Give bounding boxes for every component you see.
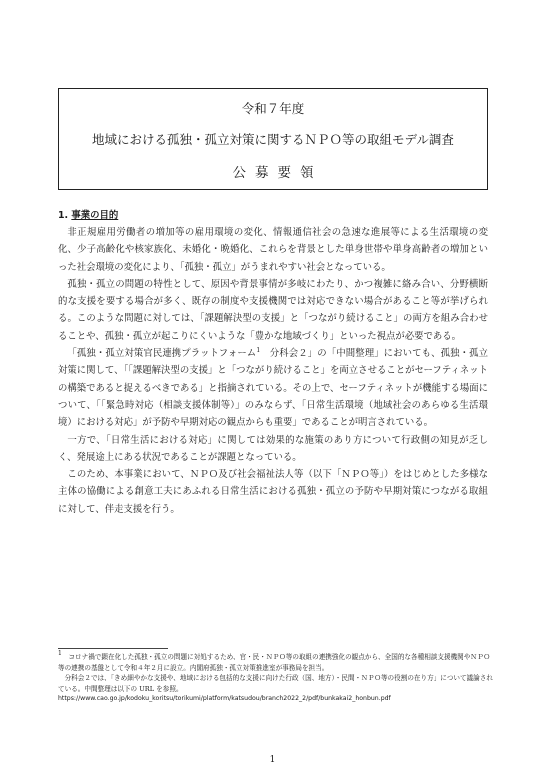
paragraph-5: このため、本事業において、ＮＰＯ及び社会福祉法人等（以下「ＮＰＯ等」）をはじめとした多様な主体の協働による創意工夫にあふれる日常生活における孤独・孤立の予防や早期対策につながる取組に対して、伴走支援を行う。 xyxy=(58,469,488,515)
footnote-1-continued: 分科会２では、「きめ細やかな支援や、地域における包括的な支援に向けた行政（国、地方）・民間・ＮＰＯ等の役割の在り方」について議論されている。中間整理は以下の URL を参照。 xyxy=(58,674,493,693)
paragraph-4: 一方で、「日常生活における対応」に関しては効果的な施策のあり方について行政側の知見が乏しく、発展途上にある状況であることが課題となっている。 xyxy=(58,434,488,463)
footnote-1 xyxy=(58,652,494,673)
page-number: 1 xyxy=(269,755,276,765)
footnote-url-link[interactable]: https://www.cao.go.jp/kodoku_koritsu/torikumi/platform/katsudou/branch2022_2/pdf/bunkakai2_honbun.pdf xyxy=(58,695,391,702)
section-heading xyxy=(58,208,488,224)
paragraph-3-body: 分科会２」の「中間整理」においても、孤独・孤立対策に関して、「「課題解決型の支援」と「つながり続けること」を両立させることがセーフティネットの構築であると捉えるべきである」と指摘されている。その上で、セーフティネットが機能する場面について、「「緊急時対応（相談支援体制等）」のみならず、「日常生活環境（地域社会のあらゆる生活環境）における対応」が予防や早期対応の観点からも重要」であることが明言されている。 xyxy=(58,348,488,429)
footnote-reference[interactable]: 1 xyxy=(256,347,261,355)
footnote-mark: 1 xyxy=(58,650,62,657)
footnote-1-text: コロナ禍で顕在化した孤独・孤立の問題に対処するため、官・民・ＮＰＯ等の取組の連携強化の観点から、全国的な各種相談支援機関やＮＰＯ等の連携の基盤として令和４年２月に設立。内閣府孤独・孤立対策推進室が事務局を担当。 xyxy=(58,653,491,672)
paragraph-2: 孤独・孤立の問題の特性として、原因や背景事情が多岐にわたり、かつ複雑に絡み合い、分野横断的な支援を要する場合が多く、既存の制度や支援機関では対応できない場合があること等が挙げられる。このような問題に対しては、「課題解決型の支援」と「つながり続けること」の両方を組み合わせることや、孤独・孤立が起こりにくいような「豊かな地域づくり」といった視点が必要である。 xyxy=(58,278,488,342)
paragraph-3-lead: 「孤独・孤立対策官民連携プラットフォーム xyxy=(67,348,257,360)
section-purpose xyxy=(58,208,488,518)
footnote-divider xyxy=(58,648,168,649)
fiscal-year-title: 令和７年度 xyxy=(241,101,305,116)
section-number: 1. xyxy=(58,210,69,221)
section-title: 事業の目的 xyxy=(71,210,119,221)
paragraph-1: 非正規雇用労働者の増加等の雇用環境の変化、情報通信社会の急速な進展等による生活環境の変化、少子高齢化や核家族化、未婚化・晩婚化、これらを背景とした単身世帯や単身高齢者の増加といった社会環境の変化により、「孤独・孤立」がうまれやすい社会となっている。 xyxy=(58,227,488,273)
survey-title: 地域における孤独・孤立対策に関するＮＰＯ等の取組モデル調査 xyxy=(92,132,454,147)
guidelines-title: 公募要領 xyxy=(232,165,323,181)
paragraph-3 xyxy=(58,345,488,431)
title-box xyxy=(58,88,488,190)
footnotes xyxy=(58,652,494,705)
